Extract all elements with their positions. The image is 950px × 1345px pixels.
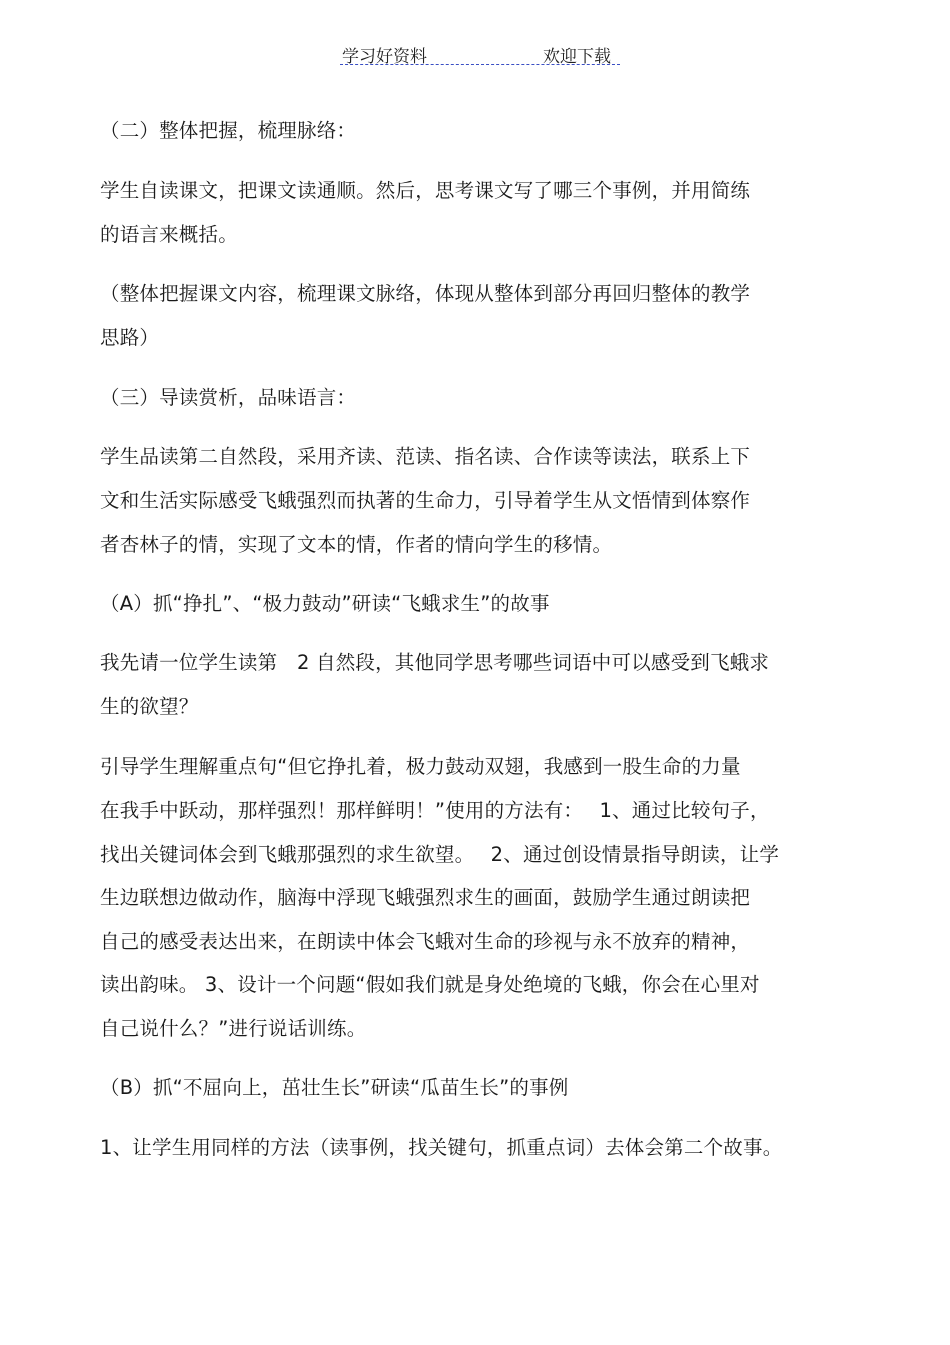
header-dashed-rule	[340, 64, 620, 65]
subsection-heading-a: （A）抓“挣扎”、“极力鼓动”研读“飞蛾求生”的故事	[100, 592, 550, 615]
paragraph-line: 我先请一位学生读第 2 自然段，其他同学思考哪些词语中可以感受到飞蛾求	[100, 651, 770, 674]
section-heading-2: （二）整体把握，梳理脉络：	[100, 119, 357, 142]
paragraph-line: 在我手中跃动，那样强烈！那样鲜明！”使用的方法有： 1、通过比较句子，	[100, 799, 770, 822]
page-header	[340, 42, 620, 68]
paragraph-line: 引导学生理解重点句“但它挣扎着，极力鼓动双翅，我感到一股生命的力量	[100, 755, 741, 778]
paragraph-line: （整体把握课文内容，梳理课文脉络，体现从整体到部分再回归整体的教学	[100, 282, 751, 305]
paragraph-line: 自己的感受表达出来，在朗读中体会飞蛾对生命的珍视与永不放弃的精神，	[100, 930, 751, 953]
header-left-text: 学习好资料	[342, 47, 427, 67]
section-heading-3: （三）导读赏析，品味语言：	[100, 386, 357, 409]
paragraph-line: 读出韵味。 3、设计一个问题“假如我们就是身处绝境的飞蛾，你会在心里对	[100, 973, 760, 996]
paragraph-line: 思路）	[100, 326, 160, 349]
paragraph-line: 生边联想边做动作，脑海中浮现飞蛾强烈求生的画面，鼓励学生通过朗读把	[100, 886, 751, 909]
paragraph-line: 文和生活实际感受飞蛾强烈而执著的生命力，引导着学生从文悟情到体察作	[100, 489, 751, 512]
paragraph-line: 的语言来概括。	[100, 223, 238, 246]
paragraph-line: 者杏林子的情，实现了文本的情，作者的情向学生的移情。	[100, 533, 613, 556]
paragraph-line: 自己说什么？”进行说话训练。	[100, 1017, 367, 1040]
paragraph-line: 学生品读第二自然段，采用齐读、范读、指名读、合作读等读法，联系上下	[100, 445, 751, 468]
paragraph-line: 生的欲望？	[100, 695, 199, 718]
paragraph-line: 学生自读课文，把课文读通顺。然后，思考课文写了哪三个事例，并用简练	[100, 179, 751, 202]
paragraph-line: 1、让学生用同样的方法（读事例，找关键句，抓重点词）去体会第二个故事。	[100, 1136, 783, 1159]
header-right-text: 欢迎下载	[543, 47, 611, 67]
paragraph-line: 找出关键词体会到飞蛾那强烈的求生欲望。 2、通过创设情景指导朗读，让学	[100, 843, 780, 866]
subsection-heading-b: （B）抓“不屈向上，茁壮生长”研读“瓜苗生长”的事例	[100, 1076, 569, 1099]
